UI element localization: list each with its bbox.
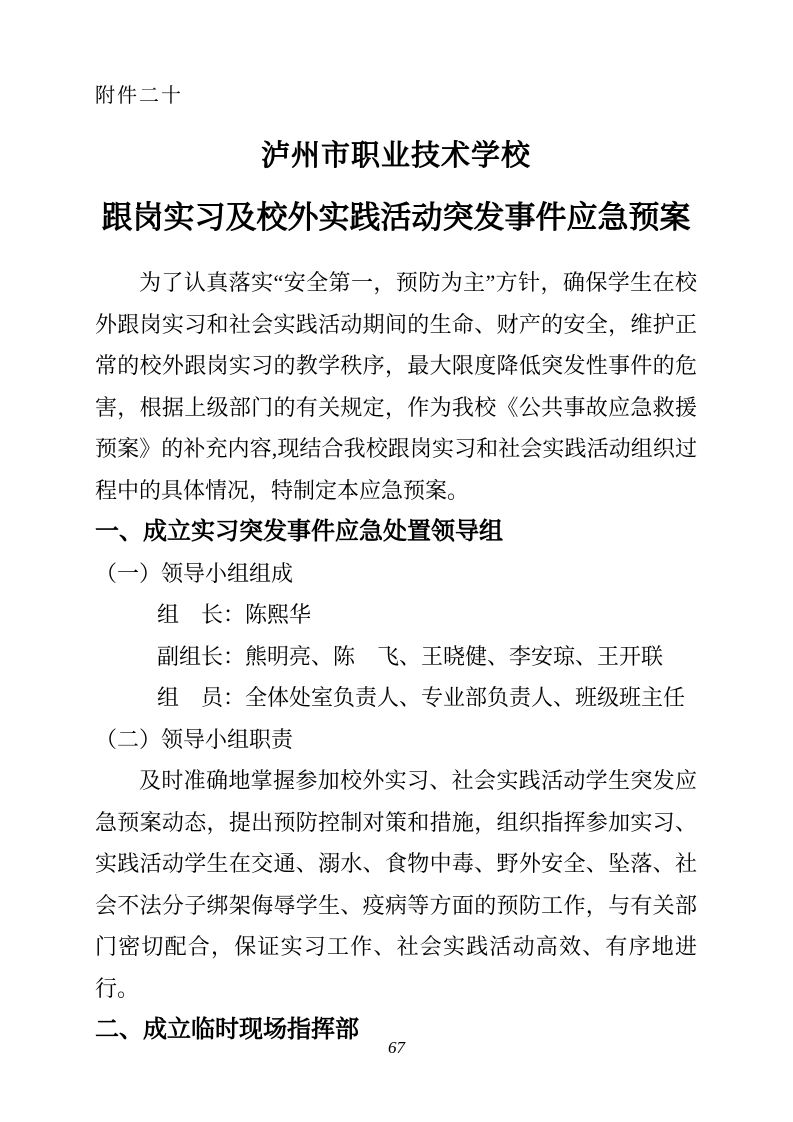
section1-heading: 一、成立实习突发事件应急处置领导组 <box>95 518 503 545</box>
role-line-leader: 组 长：陈熙华 <box>157 602 312 627</box>
page-number: 67 <box>388 1038 405 1057</box>
attachment-label: 附件二十 <box>95 85 183 107</box>
document-title-line1: 泸州市职业技术学校 <box>260 140 531 172</box>
subsection1-heading: （一）领导小组组成 <box>95 560 294 586</box>
subsection2-heading: （二）领导小组职责 <box>95 726 294 752</box>
document-title-line2: 跟岗实习及校外实践活动突发事件应急预案 <box>101 200 691 235</box>
duties-paragraph: 及时准确地掌握参加校外实习、社会实践活动学生突发应急预案动态，提出预防控制对策和措施，组织指挥参加实习、实践活动学生在交通、溺水、食物中毒、野外安全、坠落、社会不法分子绑架侮辱学生、疫病等方面的预防工作，与有关部门密切配合，保证实习工作、社会实践活动高效、有序地进行。 <box>95 768 697 1001</box>
role-line-deputy-leaders: 副组长：熊明亮、陈 飞、王晓健、李安琼、王开联 <box>157 643 664 669</box>
document-body <box>95 262 697 1051</box>
intro-paragraph: 为了认真落实“安全第一，预防为主”方针，确保学生在校外跟岗实习和社会实践活动期间的生命、财产的安全，维护正常的校外跟岗实习的教学秩序，最大限度降低突发性事件的危害，根据上级部门的有关规定，作为我校《公共事故应急救援预案》的补充内容,现结合我校跟岗实习和社会实践活动组织过程中的具体情况，特制定本应急预案。 <box>95 270 697 503</box>
role-line-members: 组 员：全体处室负责人、专业部负责人、班级班主任 <box>157 685 686 710</box>
section2-heading: 二、成立临时现场指挥部 <box>95 1016 359 1043</box>
